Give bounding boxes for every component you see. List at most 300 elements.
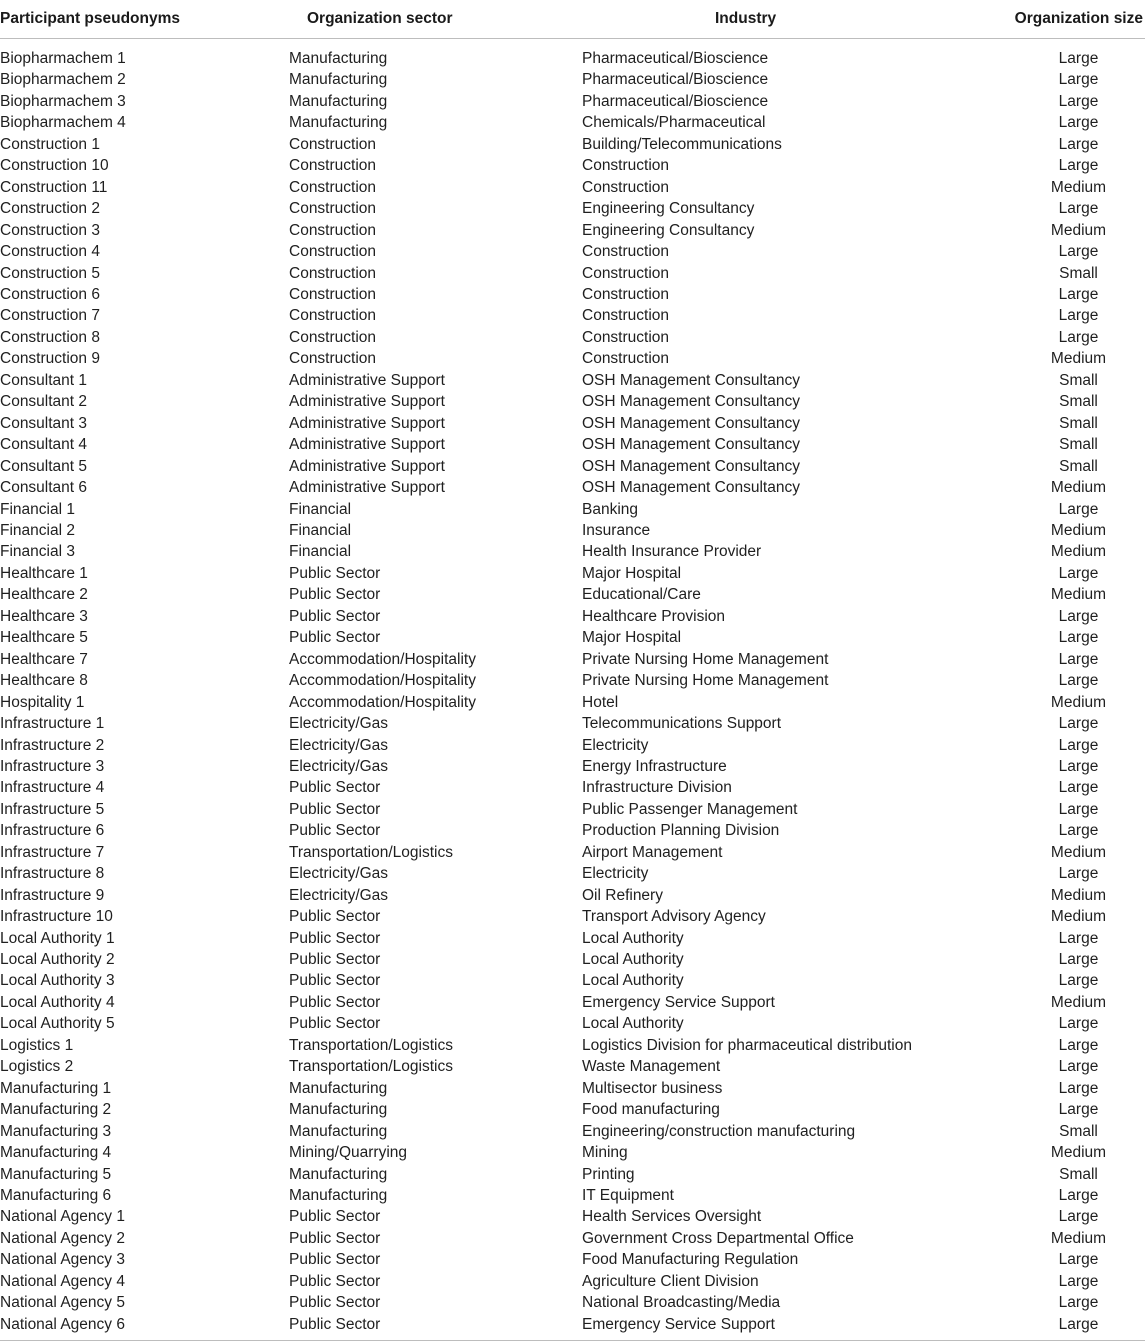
industry-cell: Construction [582,285,670,303]
participant-pseudonym-cell: National Agency 4 [0,1272,125,1290]
organization-sector-cell: Construction [289,307,377,325]
participant-pseudonym-cell: Infrastructure 5 [0,800,105,818]
organization-size-cell: Small [1059,393,1098,411]
industry-cell: Major Hospital [582,564,682,582]
organization-sector-cell: Financial [289,543,352,561]
organization-sector-cell: Public Sector [289,951,381,969]
participant-pseudonym-cell: Manufacturing 6 [0,1187,112,1205]
organization-sector-cell: Administrative Support [289,436,445,454]
organization-sector-cell: Electricity/Gas [289,886,389,904]
industry-cell: OSH Management Consultancy [582,393,800,411]
participant-pseudonym-cell: National Agency 5 [0,1294,125,1312]
organization-size-cell: Large [1058,1079,1099,1097]
organization-size-cell: Medium [1050,693,1107,711]
table-row [0,348,1145,369]
table-row [0,756,1145,777]
table-row [0,627,1145,648]
organization-sector-cell: Electricity/Gas [289,865,389,883]
participant-pseudonym-cell: Construction 10 [0,157,109,175]
table-row [0,220,1145,241]
participant-pseudonym-cell: Infrastructure 4 [0,779,105,797]
organization-sector-cell: Public Sector [289,1272,381,1290]
participant-pseudonym-cell: National Agency 1 [0,1208,125,1226]
industry-cell: Public Passenger Management [582,800,798,818]
table-bottom-rule [0,1340,1145,1341]
organization-sector-cell: Administrative Support [289,393,445,411]
table-row [0,1314,1145,1335]
participant-pseudonym-cell: Local Authority 4 [0,993,115,1011]
organization-size-cell: Medium [1050,886,1107,904]
organization-size-cell: Large [1058,1101,1099,1119]
organization-sector-cell: Construction [289,135,377,153]
industry-cell: Government Cross Departmental Office [582,1229,854,1247]
participant-pseudonym-cell: Construction 1 [0,135,100,153]
industry-cell: Infrastructure Division [582,779,732,797]
participant-pseudonym-cell: Infrastructure 7 [0,843,105,861]
table-row [0,906,1145,927]
industry-cell: Construction [582,328,670,346]
industry-cell: OSH Management Consultancy [582,414,800,432]
organization-size-cell: Large [1058,285,1099,303]
organization-size-cell: Medium [1050,908,1107,926]
participant-pseudonym-cell: Hospitality 1 [0,693,85,711]
organization-size-cell: Large [1058,1208,1099,1226]
table-row [0,1099,1145,1120]
participant-pseudonym-cell: National Agency 6 [0,1315,125,1333]
industry-cell: Waste Management [582,1058,721,1076]
industry-cell: Telecommunications Support [582,715,782,733]
organization-size-cell: Large [1058,715,1099,733]
organization-size-cell: Medium [1050,521,1107,539]
organization-size-cell: Large [1058,1036,1099,1054]
organization-sector-cell: Public Sector [289,564,381,582]
organization-sector-cell: Public Sector [289,1015,381,1033]
participant-pseudonym-cell: Local Authority 1 [0,929,115,947]
table-row [0,820,1145,841]
table-row [0,520,1145,541]
organization-size-cell: Medium [1050,178,1107,196]
participant-pseudonym-cell: Manufacturing 1 [0,1079,112,1097]
industry-cell: OSH Management Consultancy [582,371,800,389]
table-row [0,1142,1145,1163]
organization-sector-cell: Public Sector [289,1315,381,1333]
industry-cell: Hotel [582,693,619,711]
participant-pseudonym-cell: Construction 8 [0,328,100,346]
table-row [0,1121,1145,1142]
industry-cell: Transport Advisory Agency [582,908,766,926]
organization-size-cell: Large [1058,92,1099,110]
table-row [0,1228,1145,1249]
table-row [0,1013,1145,1034]
organization-size-cell: Large [1058,1015,1099,1033]
organization-size-cell: Large [1058,1294,1099,1312]
participant-pseudonym-cell: Healthcare 5 [0,629,88,647]
industry-cell: Logistics Division for pharmaceutical distribution [582,1036,912,1054]
participant-pseudonym-cell: Financial 1 [0,500,75,518]
participant-pseudonym-cell: Infrastructure 9 [0,886,105,904]
table-row [0,69,1145,90]
header-industry: Industry [582,0,990,39]
industry-cell: Food Manufacturing Regulation [582,1251,799,1269]
participant-pseudonym-cell: National Agency 3 [0,1251,125,1269]
industry-cell: Multisector business [582,1079,723,1097]
organization-sector-cell: Public Sector [289,908,381,926]
industry-cell: Healthcare Provision [582,607,726,625]
industry-cell: Engineering/construction manufacturing [582,1122,856,1140]
industry-cell: Health Insurance Provider [582,543,762,561]
industry-cell: Construction [582,307,670,325]
industry-cell: Airport Management [582,843,723,861]
organization-size-cell: Large [1058,157,1099,175]
participant-pseudonym-cell: Healthcare 2 [0,586,88,604]
table-row [0,1292,1145,1313]
organization-size-cell: Medium [1050,221,1107,239]
organization-size-cell: Small [1059,457,1098,475]
organization-sector-cell: Public Sector [289,972,381,990]
participant-pseudonym-cell: Construction 7 [0,307,100,325]
table-row [0,391,1145,412]
organization-sector-cell: Public Sector [289,779,381,797]
table-row [0,263,1145,284]
table-row [0,713,1145,734]
organization-size-cell: Large [1058,757,1099,775]
header-participant-pseudonyms: Participant pseudonyms [0,0,289,39]
organization-sector-cell: Administrative Support [289,457,445,475]
organization-size-cell: Large [1058,114,1099,132]
table-row [0,541,1145,562]
industry-cell: Construction [582,243,670,261]
table-row [0,563,1145,584]
industry-cell: Construction [582,350,670,368]
participant-pseudonym-cell: Financial 3 [0,543,75,561]
organization-size-cell: Large [1058,779,1099,797]
industry-cell: Local Authority [582,1015,684,1033]
table-row [0,735,1145,756]
organization-size-cell: Large [1058,607,1099,625]
participant-pseudonym-cell: Financial 2 [0,521,75,539]
table-row [0,1056,1145,1077]
organization-sector-cell: Accommodation/Hospitality [289,693,476,711]
table-row [0,1271,1145,1292]
organization-size-cell: Large [1058,71,1099,89]
participant-pseudonym-cell: Local Authority 3 [0,972,115,990]
organization-sector-cell: Transportation/Logistics [289,1058,453,1076]
organization-sector-cell: Construction [289,178,377,196]
table-row [0,1078,1145,1099]
table-row [0,970,1145,991]
participant-pseudonym-cell: Biopharmachem 3 [0,92,126,110]
table-row [0,885,1145,906]
industry-cell: Electricity [582,736,649,754]
industry-cell: Agriculture Client Division [582,1272,759,1290]
organization-size-cell: Large [1058,328,1099,346]
organization-sector-cell: Construction [289,243,377,261]
table-row [0,1249,1145,1270]
organization-sector-cell: Manufacturing [289,92,388,110]
organization-sector-cell: Manufacturing [289,50,388,67]
table-row [0,949,1145,970]
table-row [0,649,1145,670]
organization-size-cell: Small [1059,264,1098,282]
organization-size-cell: Large [1058,500,1099,518]
industry-cell: National Broadcasting/Media [582,1294,781,1312]
participant-pseudonym-cell: Local Authority 5 [0,1015,115,1033]
participant-pseudonym-cell: Consultant 5 [0,457,88,475]
industry-cell: Local Authority [582,951,684,969]
participant-pseudonym-cell: Consultant 3 [0,414,88,432]
organization-size-cell: Medium [1050,350,1107,368]
participant-pseudonym-cell: Construction 9 [0,350,100,368]
participant-pseudonym-cell: Construction 4 [0,243,100,261]
organization-sector-cell: Manufacturing [289,1101,388,1119]
table-row [0,155,1145,176]
industry-cell: Chemicals/Pharmaceutical [582,114,766,132]
organization-sector-cell: Accommodation/Hospitality [289,650,476,668]
organization-sector-cell: Administrative Support [289,371,445,389]
industry-cell: Food manufacturing [582,1101,720,1119]
industry-cell: Local Authority [582,972,684,990]
organization-size-cell: Large [1058,650,1099,668]
organization-sector-cell: Manufacturing [289,1079,388,1097]
industry-cell: Emergency Service Support [582,993,775,1011]
industry-cell: Energy Infrastructure [582,757,727,775]
industry-cell: Pharmaceutical/Bioscience [582,92,769,110]
participant-pseudonym-cell: Healthcare 8 [0,672,88,690]
organization-size-cell: Large [1058,865,1099,883]
table-row [0,370,1145,391]
organization-size-cell: Large [1058,50,1099,67]
organization-sector-cell: Financial [289,521,352,539]
participant-pseudonym-cell: Logistics 1 [0,1036,74,1054]
organization-size-cell: Large [1058,1315,1099,1333]
organization-sector-cell: Electricity/Gas [289,715,389,733]
participant-pseudonym-cell: Manufacturing 5 [0,1165,112,1183]
table-row [0,112,1145,133]
organization-sector-cell: Public Sector [289,1251,381,1269]
industry-cell: OSH Management Consultancy [582,457,800,475]
industry-cell: OSH Management Consultancy [582,436,800,454]
table-row [0,842,1145,863]
table-row [0,584,1145,605]
table-row [0,134,1145,155]
table-row [0,48,1145,69]
participant-pseudonym-cell: National Agency 2 [0,1229,125,1247]
participant-pseudonym-cell: Construction 11 [0,178,108,196]
table-row [0,1206,1145,1227]
industry-cell: Building/Telecommunications [582,135,782,153]
organization-sector-cell: Transportation/Logistics [289,843,453,861]
organization-size-cell: Large [1058,800,1099,818]
industry-cell: Production Planning Division [582,822,780,840]
header-row [0,0,1145,39]
industry-cell: Local Authority [582,929,684,947]
table-row [0,863,1145,884]
table-row [0,1185,1145,1206]
participant-pseudonym-cell: Construction 5 [0,264,100,282]
organization-sector-cell: Public Sector [289,993,381,1011]
organization-size-cell: Medium [1050,586,1107,604]
organization-size-cell: Large [1058,307,1099,325]
table-body [0,48,1145,1335]
organization-size-cell: Large [1058,629,1099,647]
organization-sector-cell: Manufacturing [289,114,388,132]
industry-cell: Educational/Care [582,586,701,604]
participant-pseudonym-cell: Biopharmachem 1 [0,50,126,67]
participant-pseudonym-cell: Consultant 4 [0,436,88,454]
organization-sector-cell: Financial [289,500,352,518]
table-row [0,198,1145,219]
organization-sector-cell: Mining/Quarrying [289,1144,408,1162]
industry-cell: Engineering Consultancy [582,200,755,218]
participant-pseudonym-cell: Infrastructure 8 [0,865,105,883]
table-row [0,777,1145,798]
organization-size-cell: Large [1058,822,1099,840]
organization-sector-cell: Administrative Support [289,479,445,497]
table-row [0,456,1145,477]
organization-size-cell: Large [1058,951,1099,969]
organization-sector-cell: Public Sector [289,822,381,840]
organization-sector-cell: Transportation/Logistics [289,1036,453,1054]
industry-cell: Health Services Oversight [582,1208,762,1226]
participant-pseudonym-cell: Infrastructure 10 [0,908,113,926]
participant-pseudonym-cell: Infrastructure 3 [0,757,105,775]
header-organization-sector: Organization sector [289,0,582,39]
participant-pseudonym-cell: Consultant 2 [0,393,88,411]
participant-pseudonym-cell: Infrastructure 1 [0,715,105,733]
industry-cell: Private Nursing Home Management [582,650,829,668]
participant-pseudonym-cell: Consultant 6 [0,479,88,497]
participant-pseudonym-cell: Construction 3 [0,221,100,239]
participant-pseudonym-cell: Biopharmachem 4 [0,114,126,132]
organization-size-cell: Small [1059,436,1098,454]
organization-sector-cell: Public Sector [289,929,381,947]
organization-size-cell: Medium [1050,1144,1107,1162]
organization-sector-cell: Administrative Support [289,414,445,432]
table-row [0,799,1145,820]
table-header [0,0,1145,48]
industry-cell: Printing [582,1165,635,1183]
participant-pseudonym-cell: Manufacturing 4 [0,1144,112,1162]
organization-sector-cell: Manufacturing [289,1165,388,1183]
organization-size-cell: Medium [1050,993,1107,1011]
organization-sector-cell: Construction [289,200,377,218]
participant-pseudonym-cell: Logistics 2 [0,1058,74,1076]
industry-cell: Mining [582,1144,628,1162]
organization-sector-cell: Construction [289,350,377,368]
table-row [0,327,1145,348]
participant-pseudonym-cell: Local Authority 2 [0,951,115,969]
organization-sector-cell: Public Sector [289,607,381,625]
industry-cell: IT Equipment [582,1187,674,1205]
table-row [0,177,1145,198]
participant-pseudonym-cell: Healthcare 7 [0,650,88,668]
organization-size-cell: Small [1059,1165,1098,1183]
organization-sector-cell: Construction [289,264,377,282]
table-row [0,606,1145,627]
header-organization-size: Organization size [990,0,1145,39]
participant-pseudonym-cell: Manufacturing 2 [0,1101,112,1119]
industry-cell: Construction [582,264,670,282]
organization-sector-cell: Electricity/Gas [289,757,389,775]
industry-cell: Pharmaceutical/Bioscience [582,71,769,89]
participant-pseudonym-cell: Construction 6 [0,285,100,303]
participant-pseudonym-cell: Infrastructure 2 [0,736,105,754]
organization-size-cell: Small [1059,371,1098,389]
table-row [0,692,1145,713]
table-row [0,477,1145,498]
organization-sector-cell: Manufacturing [289,1187,388,1205]
organization-sector-cell: Public Sector [289,1229,381,1247]
organization-sector-cell: Public Sector [289,800,381,818]
organization-size-cell: Medium [1050,1229,1107,1247]
organization-size-cell: Large [1058,243,1099,261]
table-row [0,1035,1145,1056]
table-row [0,434,1145,455]
organization-size-cell: Small [1059,1122,1098,1140]
organization-sector-cell: Manufacturing [289,1122,388,1140]
organization-size-cell: Large [1058,972,1099,990]
organization-size-cell: Medium [1050,479,1107,497]
organization-sector-cell: Public Sector [289,629,381,647]
organization-size-cell: Medium [1050,843,1107,861]
table-row [0,284,1145,305]
organization-sector-cell: Accommodation/Hospitality [289,672,476,690]
organization-size-cell: Large [1058,1187,1099,1205]
participant-pseudonym-cell: Biopharmachem 2 [0,71,126,89]
table-row [0,241,1145,262]
table-row [0,91,1145,112]
organization-size-cell: Large [1058,1251,1099,1269]
organization-size-cell: Large [1058,1272,1099,1290]
organization-size-cell: Medium [1050,543,1107,561]
organization-sector-cell: Electricity/Gas [289,736,389,754]
organization-size-cell: Small [1059,414,1098,432]
organization-size-cell: Large [1058,736,1099,754]
industry-cell: Banking [582,500,639,518]
table-row [0,305,1145,326]
organization-sector-cell: Public Sector [289,1294,381,1312]
organization-sector-cell: Public Sector [289,1208,381,1226]
table-row [0,670,1145,691]
organization-sector-cell: Manufacturing [289,71,388,89]
organization-sector-cell: Construction [289,221,377,239]
organization-size-cell: Large [1058,200,1099,218]
organization-sector-cell: Construction [289,285,377,303]
industry-cell: Construction [582,178,670,196]
organization-size-cell: Large [1058,672,1099,690]
participant-pseudonym-cell: Consultant 1 [0,371,88,389]
industry-cell: Pharmaceutical/Bioscience [582,50,769,67]
industry-cell: OSH Management Consultancy [582,479,800,497]
organization-size-cell: Large [1058,135,1099,153]
organization-size-cell: Large [1058,564,1099,582]
organization-size-cell: Large [1058,1058,1099,1076]
industry-cell: Construction [582,157,670,175]
participant-pseudonym-cell: Construction 2 [0,200,100,218]
industry-cell: Major Hospital [582,629,682,647]
industry-cell: Emergency Service Support [582,1315,775,1333]
participant-pseudonym-cell: Healthcare 1 [0,564,88,582]
participant-pseudonym-cell: Manufacturing 3 [0,1122,112,1140]
organization-sector-cell: Public Sector [289,586,381,604]
industry-cell: Oil Refinery [582,886,663,904]
table-row [0,413,1145,434]
table-row [0,1164,1145,1185]
organization-sector-cell: Construction [289,157,377,175]
industry-cell: Insurance [582,521,651,539]
participant-pseudonym-cell: Healthcare 3 [0,607,88,625]
industry-cell: Engineering Consultancy [582,221,755,239]
